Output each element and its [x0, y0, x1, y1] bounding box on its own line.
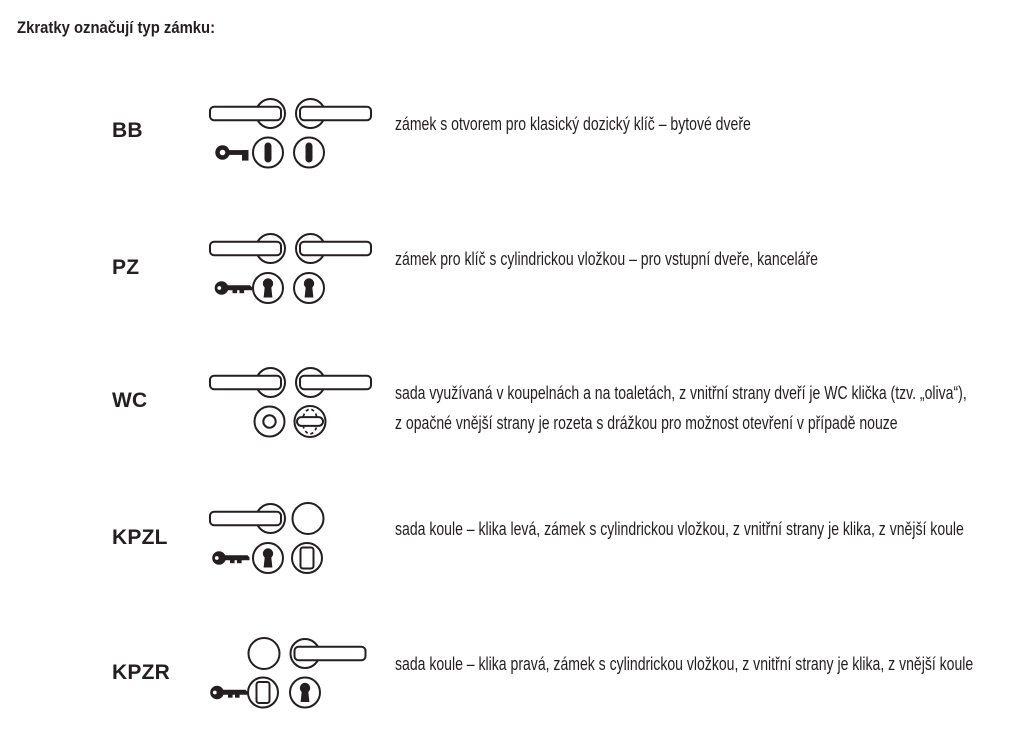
lever-handle-right-icon [296, 368, 371, 397]
description-line: zámek pro klíč s cylindrickou vložkou – pro vstupní dveře, kanceláře [395, 249, 818, 269]
lock-description-kpzl [395, 514, 1011, 544]
lever-handle-left-icon [210, 368, 285, 397]
blind-rosette-icon [248, 678, 278, 708]
lock-description-pz [395, 244, 937, 274]
cylinder-key-icon [215, 281, 252, 295]
description-line: sada koule – klika pravá, zámek s cylindrickou vložkou, z vnitřní strany je klika, z vnější koule [395, 654, 974, 674]
blind-rosette-icon [292, 543, 322, 573]
lock-description-bb [395, 109, 851, 139]
lever-handle-right-icon [291, 639, 366, 668]
description-line: z opačné vnější strany je rozeta s drážkou pro možnost otevření v případě nouze [395, 413, 898, 433]
pz-keyhole-rosette-icon [294, 273, 324, 303]
lock-illustration-kpzr [204, 635, 379, 713]
page-title: Zkratky označují typ zámku: [17, 19, 216, 37]
lock-description-wc [395, 378, 1011, 438]
lock-illustration-wc [204, 364, 379, 442]
description-line: zámek s otvorem pro klasický dozický klíč – bytové dveře [395, 114, 751, 134]
bit-key-icon [218, 148, 249, 161]
pz-keyhole-rosette-icon [253, 273, 283, 303]
lock-abbr-wc: WC [112, 389, 148, 412]
description-line: sada využívaná v koupelnách a na toaletách, z vnitřní strany dveří je WC klička (tzv. „oliva“), [395, 383, 967, 403]
lever-handle-left-icon [210, 234, 285, 263]
bb-keyhole-rosette-icon [294, 138, 324, 168]
lock-illustration-kpzl [204, 500, 379, 578]
bb-keyhole-rosette-icon [253, 138, 283, 168]
lock-abbr-pz: PZ [112, 256, 140, 279]
lock-abbr-kpzr: KPZR [112, 661, 170, 684]
pz-keyhole-rosette-icon [290, 678, 320, 708]
lock-abbr-kpzl: KPZL [112, 526, 168, 549]
cylinder-key-icon [210, 686, 247, 700]
wc-oliva-icon [295, 406, 326, 437]
lever-handle-left-icon [210, 99, 285, 128]
ball-knob-icon [293, 503, 324, 534]
lever-handle-right-icon [296, 99, 371, 128]
lever-handle-right-icon [296, 234, 371, 263]
lock-illustration-bb [204, 95, 379, 173]
cylinder-key-icon [212, 551, 249, 565]
ball-knob-icon [249, 638, 280, 669]
description-line: sada koule – klika levá, zámek s cylindrickou vložkou, z vnitřní strany je klika, z vnější koule [395, 519, 964, 539]
lock-description-kpzr [395, 649, 1011, 679]
pz-keyhole-rosette-icon [253, 543, 283, 573]
lock-abbr-bb: BB [112, 119, 143, 142]
lever-handle-left-icon [210, 504, 285, 533]
groove-rosette-icon [255, 407, 285, 437]
lock-illustration-pz [204, 230, 379, 308]
